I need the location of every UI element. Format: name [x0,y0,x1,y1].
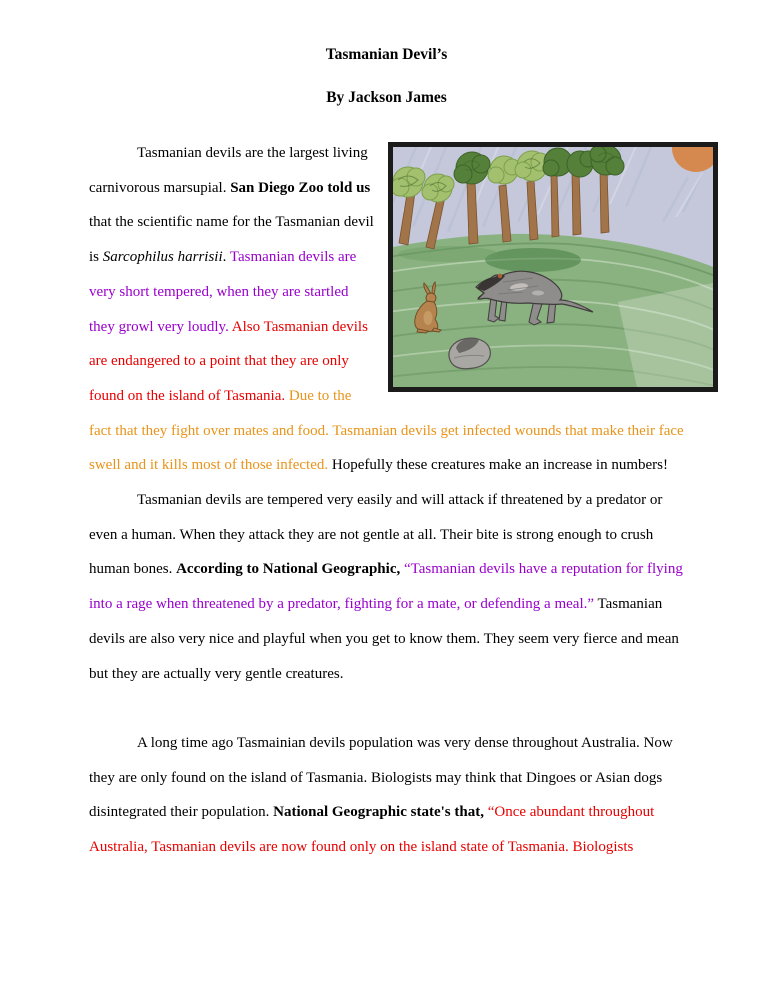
text-segment-bold: According to National Geographic, [176,561,404,578]
dark-grass-patch [485,248,581,272]
document-byline: By Jackson James [326,89,447,106]
text-segment-normal: Tasmanian devils are also very nice and playful when you get to know them. They seem very fierce and mean but they are actually very gentle creatures. [89,596,679,682]
text-segment-normal: Hopefully these creatures make an increase in numbers! [331,457,668,474]
paragraph-1 [89,136,684,483]
rock [449,338,490,369]
text-segment-normal: that the scientific name for the Tasmanian devil is [89,214,374,266]
document-title: Tasmanian Devil’s [325,46,448,63]
grass-shade [398,246,498,262]
text-segment-italic: Sarcophilus harrisii [102,249,223,266]
text-segment-purple: Tasmanian devils are very short tempered, when they are startled they growl very loudly. [89,249,357,335]
paragraph-3 [89,726,684,865]
text-segment-normal: . [222,249,230,266]
text-segment-normal: Tasmanian devils are the largest living carnivorous marsupial. [89,145,368,196]
text-segment-normal: A long time ago Tasmainian devils population was very dense throughout Australia. Now they are only found on the island of Tasmania. Biologists may think that Dingoes or Asian dogs disintegrated their population. [89,734,673,821]
figure-container [388,142,718,392]
paragraph-2 [89,483,684,691]
text-segment-normal: Tasmanian devils are tempered very easily and will attack if threatened by a predator or even a human. When they attack they are not gentle at all. Their bite is strong enough to crush human bones. [89,492,663,578]
text-segment-bold: San Diego Zoo told us [230,179,371,196]
text-segment-orange: Due to the fact that they fight over mates and food. Tasmanian devils get infected wounds that make their face swell and it kills most of those infected. [89,387,684,474]
text-segment-bold: National Geographic state's that, [273,804,488,821]
text-segment-purple: “Tasmanian devils have a reputation for flying into a rage when threatened by a predator, fighting for a mate, or defending a meal.” [89,561,683,613]
document-body [89,136,684,865]
tasmanian-devil-drawing [388,142,718,392]
text-segment-red: Also Tasmanian devils are endangered to a point that they are only found on the island of Tasmania. [89,318,368,404]
text-segment-red: “Once abundant throughout Australia, Tasmanian devils are now found only on the island state of Tasmania. Biologists [89,804,655,856]
